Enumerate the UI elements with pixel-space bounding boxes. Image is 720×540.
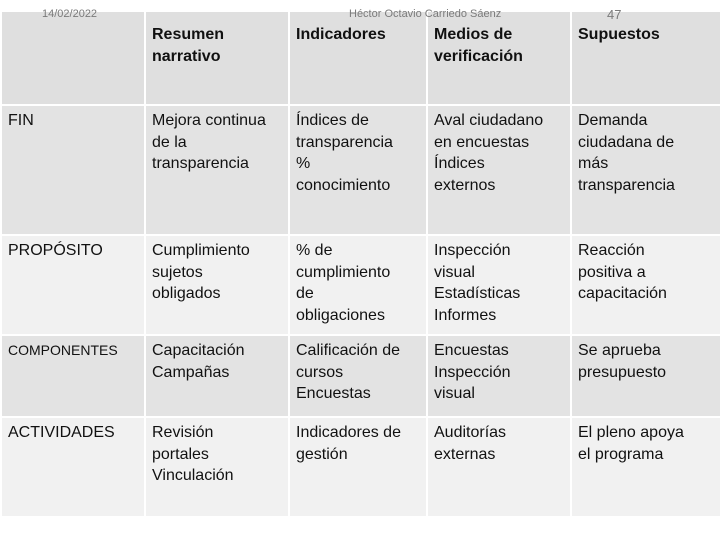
table-cell: Mejora continua de la transparencia [145, 105, 289, 235]
table-cell: % de cumplimiento de obligaciones [289, 235, 427, 335]
table-cell: Indicadores de gestión [289, 417, 427, 517]
header-corner-cell [1, 11, 145, 105]
column-header-label: Medios de verificación [434, 26, 523, 65]
column-header-supuestos [571, 11, 720, 105]
table-cell: El pleno apoya el programa [571, 417, 720, 517]
table-cell: Revisión portales Vinculación [145, 417, 289, 517]
table-cell: Auditorías externas [427, 417, 571, 517]
table-header-row [1, 11, 720, 105]
table-cell: Calificación de cursos Encuestas [289, 335, 427, 417]
table-row-fin [1, 105, 720, 235]
column-header-resumen [145, 11, 289, 105]
table-row-actividades [1, 417, 720, 517]
table-cell: Capacitación Campañas [145, 335, 289, 417]
table-cell: Reacción positiva a capacitación [571, 235, 720, 335]
table-cell: Se aprueba presupuesto [571, 335, 720, 417]
row-label-actividades: ACTIVIDADES [1, 417, 145, 517]
table-cell: Cumplimiento sujetos obligados [145, 235, 289, 335]
slide-header [0, 0, 720, 24]
row-label-proposito: PROPÓSITO [1, 235, 145, 335]
table-cell: Índices de transparencia % conocimiento [289, 105, 427, 235]
row-label-fin: FIN [1, 105, 145, 235]
slide-page-number: 47 [607, 7, 622, 22]
column-header-label: Resumen narrativo [152, 26, 225, 65]
column-header-medios [427, 11, 571, 105]
column-header-indicadores [289, 11, 427, 105]
slide-author: Héctor Octavio Carriedo Sáenz [349, 8, 502, 20]
table-row-proposito [1, 235, 720, 335]
column-header-label: Supuestos [578, 26, 660, 43]
table-cell: Inspección visual Estadísticas Informes [427, 235, 571, 335]
row-label-componentes: COMPONENTES [1, 335, 145, 417]
slide-date: 14/02/2022 [42, 8, 98, 20]
column-header-label: Indicadores [296, 26, 386, 43]
table-row-componentes [1, 335, 720, 417]
mir-table [0, 10, 720, 518]
table-cell: Encuestas Inspección visual [427, 335, 571, 417]
table-cell: Aval ciudadano en encuestas Índices externos [427, 105, 571, 235]
table-cell: Demanda ciudadana de más transparencia [571, 105, 720, 235]
